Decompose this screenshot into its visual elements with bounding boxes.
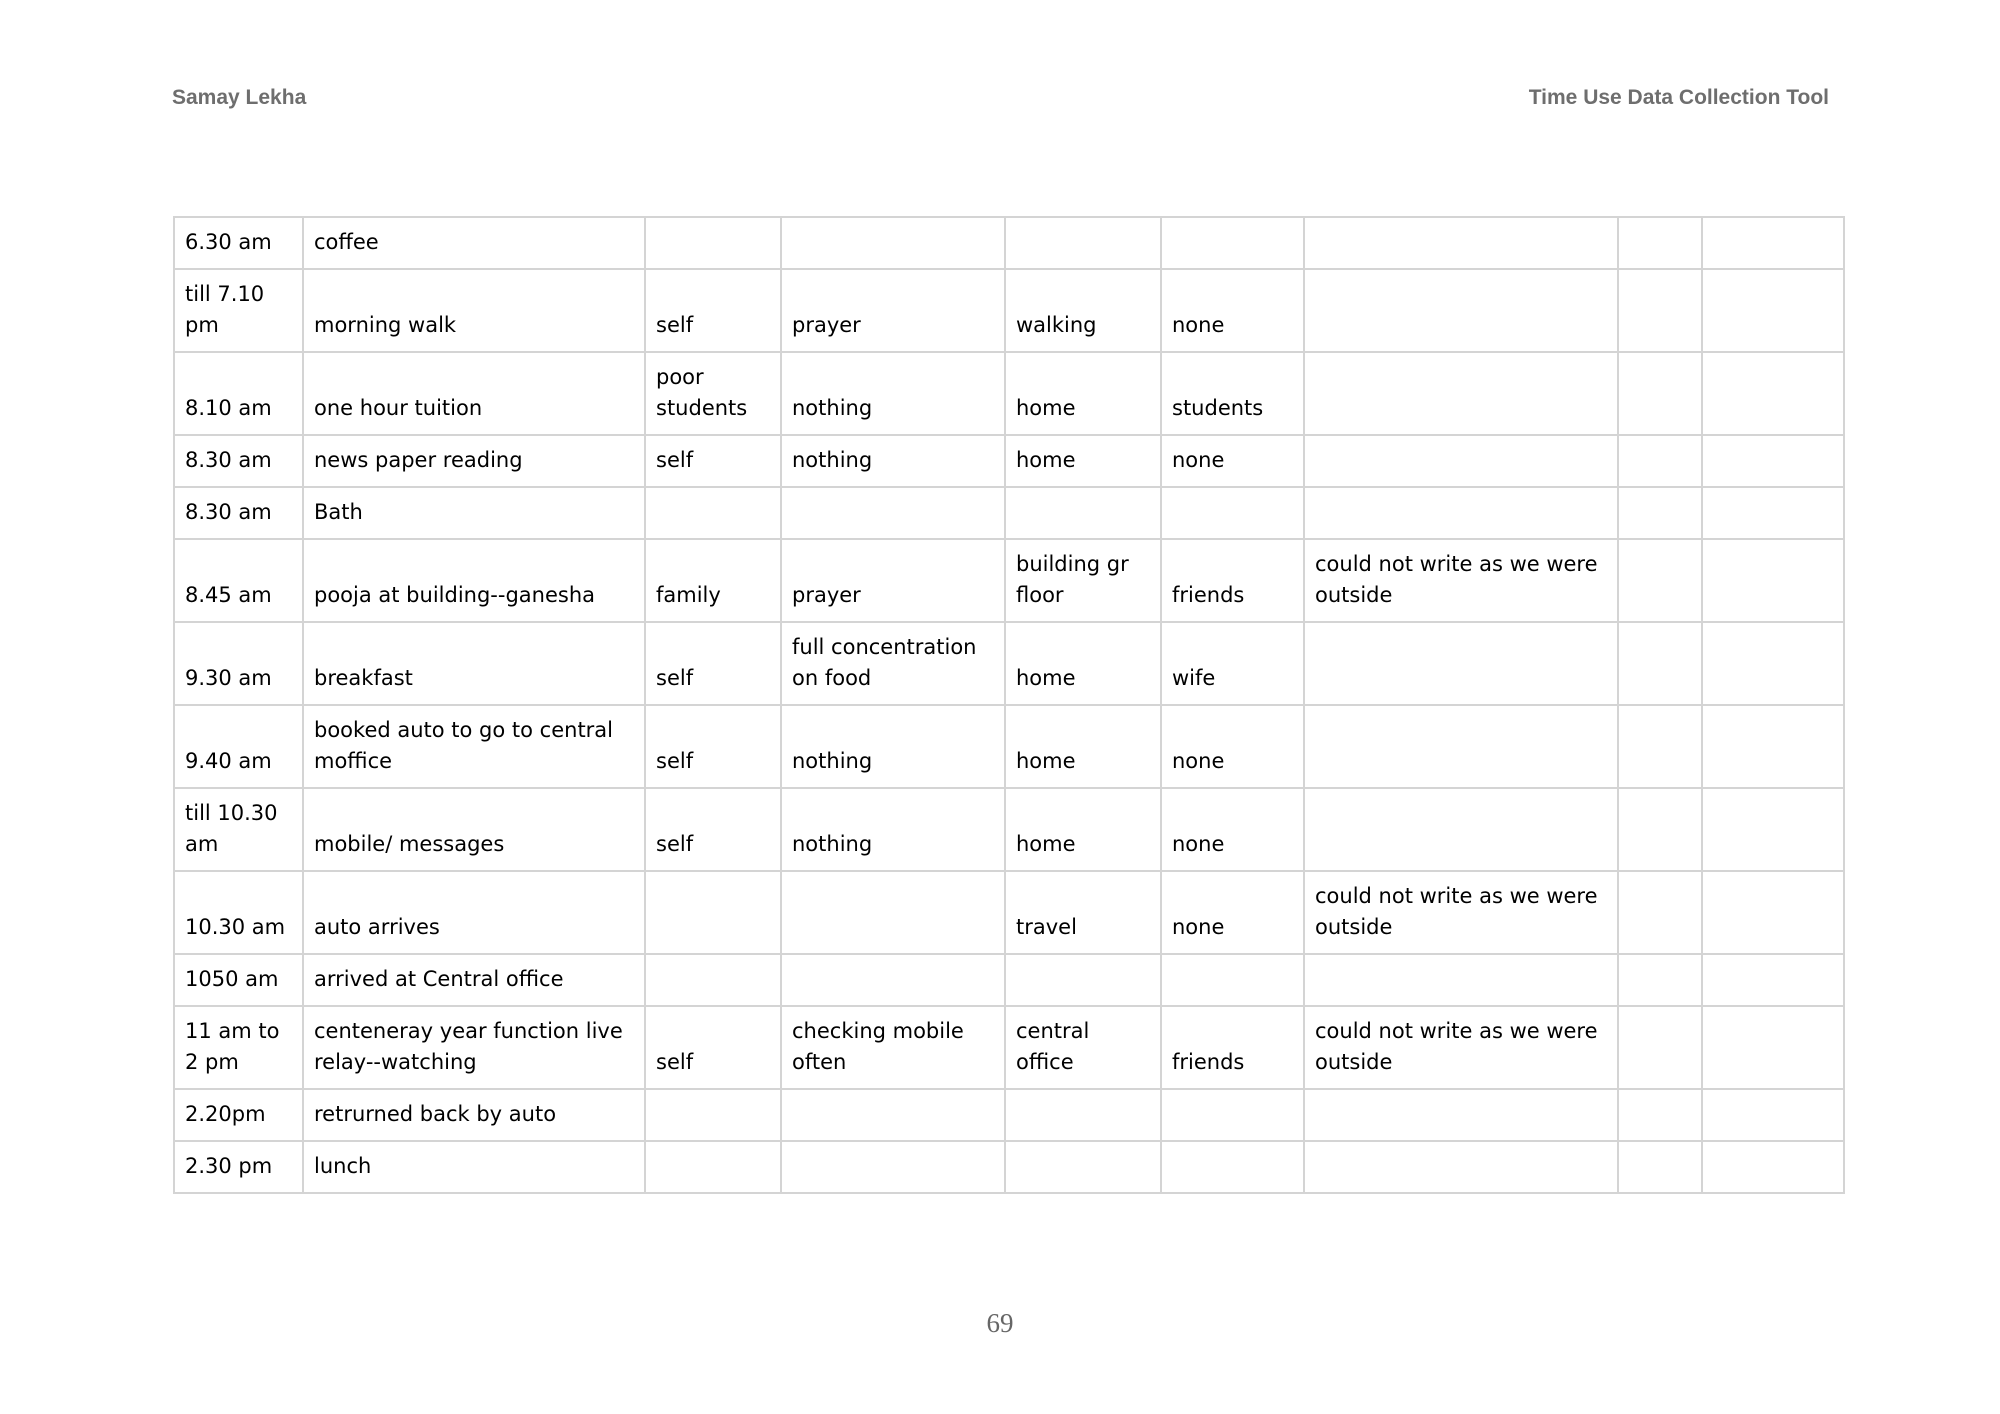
cell-with-whom xyxy=(1161,954,1304,1006)
cell-for-whom xyxy=(645,217,781,269)
cell-time: 10.30 am xyxy=(174,871,303,954)
cell-extra-2 xyxy=(1702,705,1844,788)
cell-simultaneous-activity: nothing xyxy=(781,352,1005,435)
cell-extra-2 xyxy=(1702,539,1844,622)
cell-extra-2 xyxy=(1702,1089,1844,1141)
cell-extra-2 xyxy=(1702,871,1844,954)
table-row xyxy=(174,487,1844,539)
cell-time: till 7.10 pm xyxy=(174,269,303,352)
cell-activity: pooja at building--ganesha xyxy=(303,539,645,622)
cell-location: travel xyxy=(1005,871,1161,954)
cell-time: 11 am to 2 pm xyxy=(174,1006,303,1089)
cell-activity: lunch xyxy=(303,1141,645,1193)
cell-time: 6.30 am xyxy=(174,217,303,269)
cell-remarks xyxy=(1304,705,1618,788)
table-row xyxy=(174,954,1844,1006)
table-row xyxy=(174,1141,1844,1193)
cell-extra-1 xyxy=(1618,954,1702,1006)
running-header-right: Time Use Data Collection Tool xyxy=(1528,86,1829,109)
cell-extra-1 xyxy=(1618,1006,1702,1089)
cell-remarks xyxy=(1304,269,1618,352)
cell-for-whom xyxy=(645,1089,781,1141)
cell-remarks xyxy=(1304,1141,1618,1193)
table-row xyxy=(174,435,1844,487)
cell-time: 9.30 am xyxy=(174,622,303,705)
cell-extra-1 xyxy=(1618,705,1702,788)
cell-activity: retrurned back by auto xyxy=(303,1089,645,1141)
cell-extra-1 xyxy=(1618,487,1702,539)
cell-activity: arrived at Central office xyxy=(303,954,645,1006)
cell-time: 8.30 am xyxy=(174,435,303,487)
table-row xyxy=(174,269,1844,352)
cell-remarks xyxy=(1304,788,1618,871)
cell-for-whom xyxy=(645,1141,781,1193)
cell-for-whom xyxy=(645,487,781,539)
cell-activity: Bath xyxy=(303,487,645,539)
cell-time: 2.20pm xyxy=(174,1089,303,1141)
cell-simultaneous-activity: full concentration on food xyxy=(781,622,1005,705)
cell-with-whom: friends xyxy=(1161,539,1304,622)
cell-extra-1 xyxy=(1618,217,1702,269)
cell-time: 1050 am xyxy=(174,954,303,1006)
cell-activity: coffee xyxy=(303,217,645,269)
cell-simultaneous-activity xyxy=(781,217,1005,269)
cell-extra-2 xyxy=(1702,1006,1844,1089)
cell-with-whom xyxy=(1161,487,1304,539)
cell-extra-1 xyxy=(1618,435,1702,487)
cell-with-whom: wife xyxy=(1161,622,1304,705)
cell-with-whom: none xyxy=(1161,705,1304,788)
cell-extra-2 xyxy=(1702,788,1844,871)
table-row xyxy=(174,1089,1844,1141)
cell-extra-1 xyxy=(1618,1089,1702,1141)
cell-extra-1 xyxy=(1618,539,1702,622)
cell-remarks: could not write as we were outside xyxy=(1304,539,1618,622)
cell-remarks xyxy=(1304,622,1618,705)
cell-extra-1 xyxy=(1618,622,1702,705)
cell-activity: news paper reading xyxy=(303,435,645,487)
cell-with-whom xyxy=(1161,217,1304,269)
cell-simultaneous-activity xyxy=(781,1089,1005,1141)
cell-with-whom: none xyxy=(1161,871,1304,954)
cell-time: 8.45 am xyxy=(174,539,303,622)
cell-for-whom xyxy=(645,954,781,1006)
cell-time: 9.40 am xyxy=(174,705,303,788)
cell-remarks xyxy=(1304,1089,1618,1141)
cell-simultaneous-activity: prayer xyxy=(781,539,1005,622)
cell-time: 8.30 am xyxy=(174,487,303,539)
cell-remarks xyxy=(1304,487,1618,539)
table-row xyxy=(174,871,1844,954)
cell-extra-2 xyxy=(1702,622,1844,705)
cell-extra-2 xyxy=(1702,435,1844,487)
table-row xyxy=(174,1006,1844,1089)
cell-simultaneous-activity: checking mobile often xyxy=(781,1006,1005,1089)
page-number: 69 xyxy=(986,1308,1014,1338)
cell-location: central office xyxy=(1005,1006,1161,1089)
cell-location xyxy=(1005,954,1161,1006)
cell-activity: booked auto to go to central moffice xyxy=(303,705,645,788)
cell-remarks xyxy=(1304,435,1618,487)
cell-location: home xyxy=(1005,352,1161,435)
cell-remarks xyxy=(1304,954,1618,1006)
table-row xyxy=(174,217,1844,269)
cell-simultaneous-activity: prayer xyxy=(781,269,1005,352)
cell-for-whom: family xyxy=(645,539,781,622)
table-row xyxy=(174,622,1844,705)
cell-simultaneous-activity xyxy=(781,1141,1005,1193)
cell-simultaneous-activity: nothing xyxy=(781,435,1005,487)
cell-location: home xyxy=(1005,788,1161,871)
cell-for-whom: self xyxy=(645,705,781,788)
cell-extra-2 xyxy=(1702,352,1844,435)
cell-location: home xyxy=(1005,622,1161,705)
cell-extra-1 xyxy=(1618,1141,1702,1193)
cell-for-whom: poor students xyxy=(645,352,781,435)
cell-time: 2.30 pm xyxy=(174,1141,303,1193)
cell-extra-2 xyxy=(1702,269,1844,352)
cell-with-whom: friends xyxy=(1161,1006,1304,1089)
table-row xyxy=(174,705,1844,788)
cell-extra-2 xyxy=(1702,1141,1844,1193)
cell-time: 8.10 am xyxy=(174,352,303,435)
table-row xyxy=(174,539,1844,622)
cell-activity: one hour tuition xyxy=(303,352,645,435)
cell-location: home xyxy=(1005,435,1161,487)
cell-for-whom: self xyxy=(645,788,781,871)
cell-location xyxy=(1005,217,1161,269)
cell-extra-1 xyxy=(1618,788,1702,871)
cell-simultaneous-activity xyxy=(781,487,1005,539)
cell-extra-1 xyxy=(1618,352,1702,435)
cell-extra-1 xyxy=(1618,269,1702,352)
cell-remarks: could not write as we were outside xyxy=(1304,871,1618,954)
cell-for-whom xyxy=(645,871,781,954)
cell-remarks: could not write as we were outside xyxy=(1304,1006,1618,1089)
cell-with-whom xyxy=(1161,1141,1304,1193)
table-row xyxy=(174,352,1844,435)
cell-location xyxy=(1005,487,1161,539)
cell-extra-2 xyxy=(1702,217,1844,269)
cell-for-whom: self xyxy=(645,1006,781,1089)
cell-simultaneous-activity: nothing xyxy=(781,788,1005,871)
cell-activity: centeneray year function live relay--watching xyxy=(303,1006,645,1089)
cell-remarks xyxy=(1304,352,1618,435)
table-row xyxy=(174,788,1844,871)
cell-extra-2 xyxy=(1702,954,1844,1006)
cell-location xyxy=(1005,1141,1161,1193)
cell-location: home xyxy=(1005,705,1161,788)
cell-simultaneous-activity xyxy=(781,954,1005,1006)
cell-location: walking xyxy=(1005,269,1161,352)
cell-activity: auto arrives xyxy=(303,871,645,954)
cell-for-whom: self xyxy=(645,435,781,487)
cell-activity: mobile/ messages xyxy=(303,788,645,871)
cell-simultaneous-activity: nothing xyxy=(781,705,1005,788)
cell-with-whom: none xyxy=(1161,269,1304,352)
cell-for-whom: self xyxy=(645,622,781,705)
cell-extra-2 xyxy=(1702,487,1844,539)
cell-for-whom: self xyxy=(645,269,781,352)
cell-with-whom xyxy=(1161,1089,1304,1141)
cell-activity: breakfast xyxy=(303,622,645,705)
cell-location xyxy=(1005,1089,1161,1141)
time-use-log-table xyxy=(173,216,1845,1194)
cell-activity: morning walk xyxy=(303,269,645,352)
cell-remarks xyxy=(1304,217,1618,269)
cell-with-whom: students xyxy=(1161,352,1304,435)
cell-location: building gr floor xyxy=(1005,539,1161,622)
cell-extra-1 xyxy=(1618,871,1702,954)
cell-simultaneous-activity xyxy=(781,871,1005,954)
cell-with-whom: none xyxy=(1161,435,1304,487)
cell-time: till 10.30 am xyxy=(174,788,303,871)
cell-with-whom: none xyxy=(1161,788,1304,871)
running-header-left: Samay Lekha xyxy=(172,86,307,109)
